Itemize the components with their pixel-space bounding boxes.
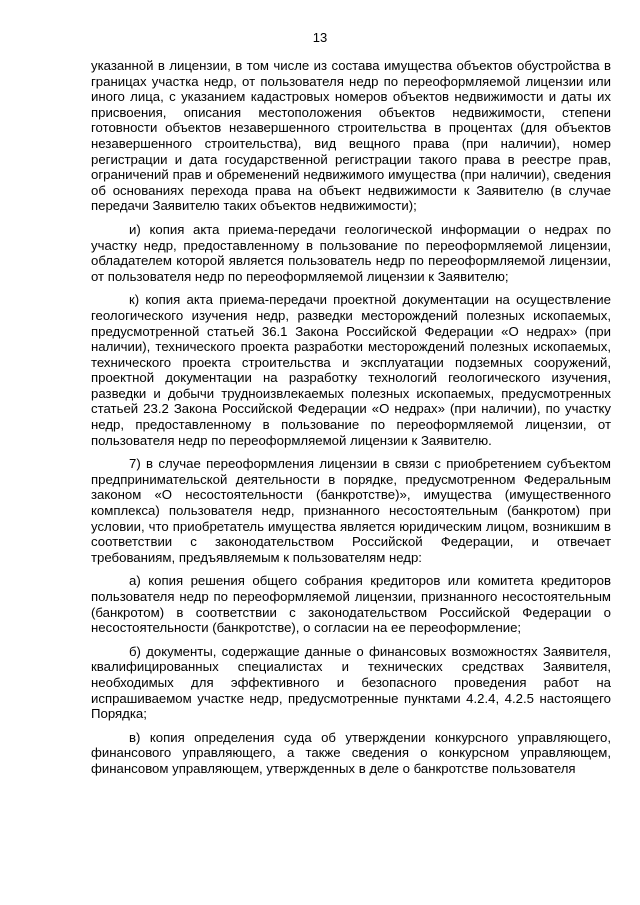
paragraph-item-k: к) копия акта приема-передачи проектной документации на осуществление геологического изучения недр, разведки месторождений полезных ископаемых, предусмотренной статьей 36.1 Закона Российской Федерации «О недрах» (при наличии), технического проекта разработки месторождений полезных ископаемых, технического проекта строительства и эксплуатации подземных сооружений, проектной документации на разработку технологий геологического изучения, разведки и добычи трудноизвлекаемых полезных ископаемых, предусмотренных статьей 23.2 Закона Российской Федерации «О недрах» (при наличии), по участку недр, предоставленному в пользование по переоформляемой лицензии, от пользователя недр по переоформляемой лицензии к Заявителю. (91, 292, 611, 448)
page-number: 13 (312, 30, 328, 45)
paragraph-continuation: указанной в лицензии, в том числе из состава имущества объектов обустройства в границах участка недр, от пользователя недр по переоформляемой лицензии или иного лица, с указанием кадастровых номеров объектов недвижимости и даты их присвоения, описания местоположения объектов недвижимости, степени готовности объектов незавершенного строительства в процентах (для объектов незавершенного строительства), вид вещного права (при наличии), номер регистрации и дата государственной регистрации такого права в реестре прав, ограничений прав и обременений недвижимого имущества (при наличии), сведения об основаниях перехода права на объект недвижимости к Заявителю (в случае передачи Заявителю таких объектов недвижимости); (91, 58, 611, 214)
body-text (91, 58, 611, 785)
paragraph-item-a: а) копия решения общего собрания кредиторов или комитета кредиторов пользователя недр по переоформляемой лицензии, признанного несостоятельным (банкротом) в соответствии с законодательством Российской Федерации о несостоятельности (банкротстве), о согласии на ее переоформление; (91, 573, 611, 636)
paragraph-item-b: б) документы, содержащие данные о финансовых возможностях Заявителя, квалифицированных специалистах и технических средствах Заявителя, необходимых для эффективного и безопасного проведения работ на испрашиваемом участке недр, предусмотренные пунктами 4.2.4, 4.2.5 настоящего Порядка; (91, 643, 611, 722)
paragraph-item-i: и) копия акта приема-передачи геологической информации о недрах по участку недр, предоставленному в пользование по переоформляемой лицензии, обладателем которой является пользователь недр по переоформляемой лицензии, от пользователя недр по переоформляемой лицензии к Заявителю; (91, 221, 611, 284)
paragraph-section-7: 7) в случае переоформления лицензии в связи с приобретением субъектом предпринимательской деятельности в порядке, предусмотренном Федеральным законом «О несостоятельности (банкротстве)», имущества (имущественного комплекса) пользователя недр, признанного несостоятельным (банкротом) при условии, что приобретатель имущества является юридическим лицом, возникшим в соответствии с законодательством Российской Федерации, и отвечает требованиям, предъявляемым к пользователям недр: (91, 456, 611, 565)
paragraph-item-v: в) копия определения суда об утверждении конкурсного управляющего, финансового управляющего, а также сведения о конкурсном управляющем, финансовом управляющем, утвержденных в деле о банкротстве пользователя (91, 729, 611, 776)
